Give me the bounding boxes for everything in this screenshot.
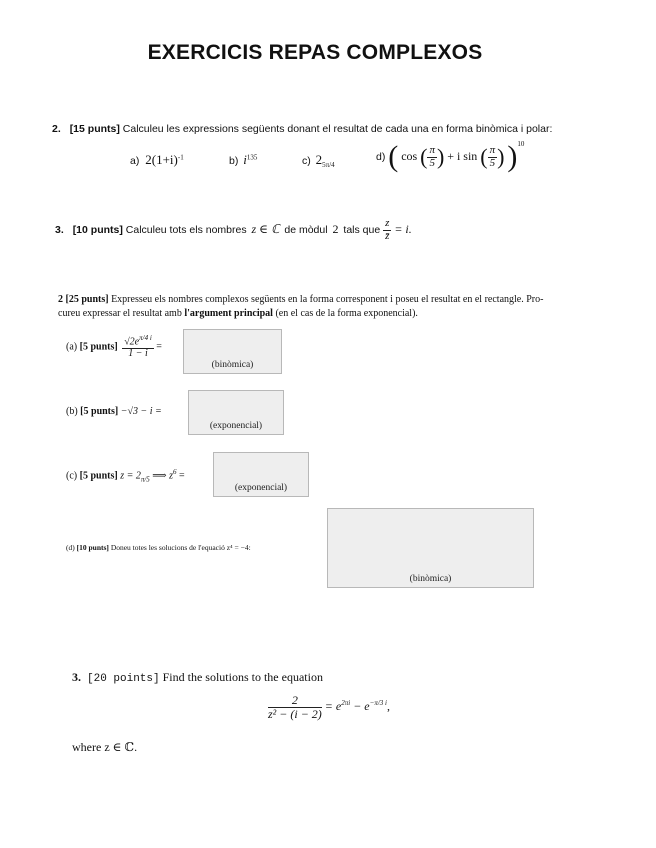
exercise-4-item-b <box>66 406 162 417</box>
exercise-text: (en el cas de la forma exponencial). <box>275 308 418 319</box>
answer-box-label: (binòmica) <box>409 574 452 584</box>
answer-box-d[interactable] <box>327 508 534 588</box>
item-label: d) <box>376 151 386 163</box>
exercise-2-statement <box>52 123 642 135</box>
answer-box-b[interactable] <box>188 390 284 435</box>
set-expression: z ∈ ℂ <box>251 221 280 236</box>
item-label: (a) <box>66 341 78 353</box>
item-label: a) <box>130 155 140 167</box>
equals-sign: = <box>179 470 185 482</box>
page-title: EXERCICIS REPAS COMPLEXOS <box>147 41 483 64</box>
exercise-4-intro <box>58 293 628 321</box>
answer-box-label: (binòmica) <box>211 360 254 370</box>
modulus-value: 2 <box>332 221 339 236</box>
close-paren: ) <box>507 140 518 174</box>
item-label: (d) <box>66 543 75 552</box>
exercise-2-item-b <box>229 152 257 168</box>
item-label: (c) <box>66 470 78 482</box>
answer-box-c[interactable] <box>213 452 309 497</box>
item-subscript: 5π/4 <box>322 161 335 170</box>
item-expression: z = 2 <box>120 470 141 482</box>
equals-sign: = <box>156 341 162 353</box>
exercise-5-where: where z ∈ ℂ. <box>72 740 138 754</box>
answer-box-label: (exponencial) <box>209 421 263 431</box>
exercise-text: Expresseu els nombres complexos següents en la forma corresponent i poseu el resultat en el rectangle. Pro- <box>111 294 544 305</box>
emphasis-text: l'argument principal <box>184 308 273 319</box>
exercise-2-item-c <box>302 152 335 169</box>
exercise-text: Calculeu tots els nombres <box>125 223 247 236</box>
item-expression: −√3 − i = <box>120 406 162 417</box>
equation-rhs: − e <box>353 698 370 713</box>
exercise-text: Calculeu les expressions següents donant el resultat de cada una en forma binòmica i polar: <box>122 123 553 135</box>
exercise-5-statement <box>72 670 323 685</box>
item-expression: ⟹ z <box>152 470 174 482</box>
z-over-conj-fraction: $\frac{z}{z̄}$ <box>385 217 390 242</box>
exercise-text: Find the solutions to the equation <box>162 670 323 684</box>
item-text: Doneu totes les solucions de l'equació z⁴ = −4: <box>110 543 251 552</box>
pi-fraction: $\frac{\pi}{5}$ <box>429 144 435 169</box>
exercise-points: [25 punts] <box>65 294 109 305</box>
exercise-number: 3. <box>72 670 81 684</box>
exercise-points: [10 punts] <box>72 223 123 236</box>
item-points: [5 punts] <box>80 406 119 417</box>
exercise-text: cureu expressar el resultat amb <box>58 308 182 319</box>
item-exponent: 135 <box>246 153 258 162</box>
item-expression: 2(1+i) <box>145 152 178 167</box>
exercise-points: [15 punts] <box>69 123 120 135</box>
item-exponent: -1 <box>177 153 184 162</box>
equation-rhs: = i. <box>394 221 412 236</box>
open-paren: ( <box>388 140 399 174</box>
answer-box-label: (exponencial) <box>234 483 288 493</box>
item-expression: 2 <box>315 152 323 167</box>
isin-label: + i sin <box>447 149 478 163</box>
answer-box-a[interactable] <box>183 329 282 374</box>
exercise-points: [20 points] <box>87 673 160 685</box>
exercise-number: 2. <box>52 123 61 135</box>
exercise-text: de mòdul <box>284 223 328 236</box>
pi-fraction: $\frac{\pi}{5}$ <box>489 144 496 169</box>
item-points: [5 punts] <box>79 341 118 353</box>
exercise-3-statement <box>55 218 412 242</box>
exercise-4-item-a <box>66 335 162 359</box>
item-label: b) <box>229 155 239 167</box>
equation-rhs: = e <box>324 698 342 713</box>
exercise-number: 2 <box>58 294 63 305</box>
item-fraction: $\frac{√2e^{\pi/4 i}}{1 - i}$ <box>124 334 152 359</box>
exercise-number: 3. <box>55 223 64 236</box>
item-label: (b) <box>66 406 78 417</box>
exercise-2-item-a <box>130 152 184 168</box>
exercise-4-item-c: (c) [5 punts] $z = 2_{\pi/5}$ ⟹ $z^6$ = <box>66 468 185 484</box>
item-points: [10 punts] <box>76 543 109 552</box>
cos-label: cos <box>401 149 418 163</box>
item-label: c) <box>302 155 311 167</box>
item-exponent: 10 <box>517 140 525 148</box>
item-points: [5 punts] <box>79 470 118 482</box>
exercise-4-item-d <box>66 543 251 552</box>
exercise-2-item-d: d) ( cos ( $\frac{\pi}{5}$ ) + i sin ( $\frac{\pi}{5}$ ) )$^{10}$ <box>376 140 525 174</box>
item-expression: i <box>243 152 247 167</box>
exercise-text: tals que <box>343 223 381 236</box>
equation-lhs: $\frac{2}{\text{z² − (i − 2)}}$ <box>268 693 322 721</box>
exercise-5-equation: $\frac{2}{\text{z² − (i − 2)}}$ = $e^{2\pi i} - e^{-\pi/3 i}$, <box>268 693 390 721</box>
